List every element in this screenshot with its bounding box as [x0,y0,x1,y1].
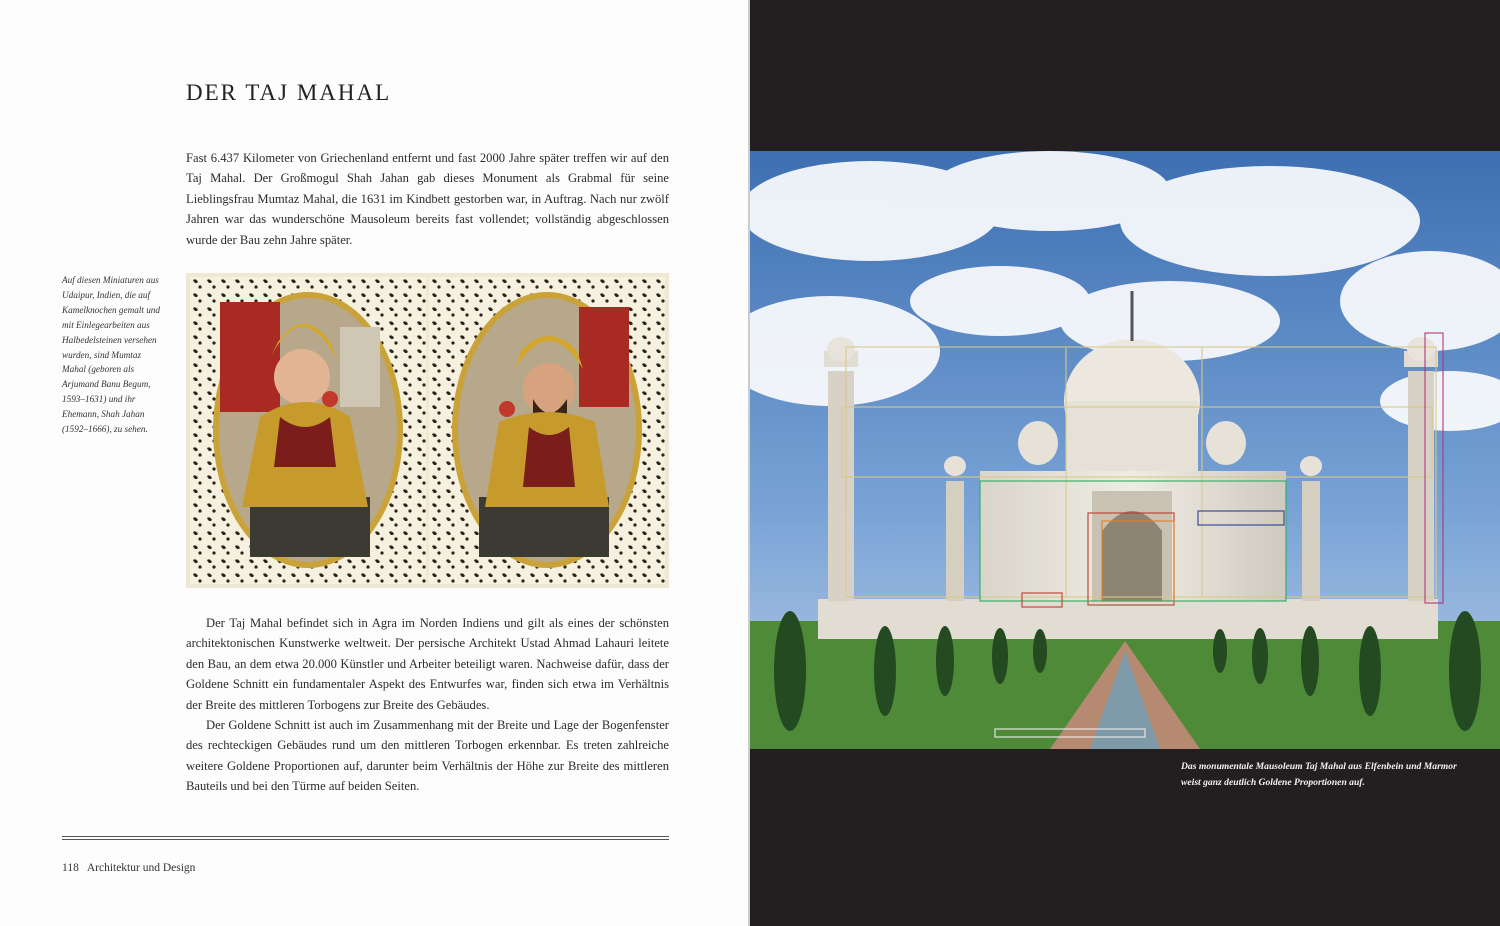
mumtaz-mahal-miniature [190,277,426,584]
body-paragraph-3: Der Goldene Schnitt ist auch im Zusammenhang mit der Breite und Lage der Bogenfenster des rechteckigen Gebäudes rund um den mittleren Torbogen erkennbar. Es treten zahlreiche weitere Goldene Proportionen auf, darunter beim Verhältnis der Höhe zur Breite des mittleren Bauteils und bei den Türme auf beiden Seiten. [186,718,669,794]
body-paragraph-2: Der Taj Mahal befindet sich in Agra im Norden Indiens und gilt als eines der schönsten architektonischen Kunstwerke weltweit. Der persische Architekt Ustad Ahmad Lahauri leitete den Bau, an dem etwa 20.000 Künstler und Arbeiter beteiligt waren. Nachweise dafür, dass der Goldene Schnitt ein fundamentaler Aspekt des Entwurfes war, finden sich etwa im Verhältnis der Breite des mittleren Torbogens zur Breite des Gebäudes. [186,616,669,712]
mumtaz-mahal-portrait-illustration [190,277,426,584]
chapter-title: DER TAJ MAHAL [186,80,392,105]
shah-jahan-miniature [429,277,665,584]
shah-jahan-portrait-illustration [429,277,665,584]
section-name: Architektur und Design [86,862,196,874]
photo-caption: Das monumentale Mausoleum Taj Mahal aus Elfenbein und Marmor weist ganz deutlich Goldene Proportionen auf. [1181,761,1457,788]
miniature-paintings-image [186,273,669,588]
taj-mahal-photo [750,151,1500,749]
footer-rule [62,836,669,842]
page-footer [62,862,203,874]
taj-mahal-golden-ratio-illustration [750,151,1500,749]
intro-paragraph: Fast 6.437 Kilometer von Griechenland entfernt und fast 2000 Jahre später treffen wir auf den Taj Mahal. Der Großmogul Shah Jahan gab dieses Monument als Grabmal für seine Lieblingsfrau Mumtaz Mahal, die 1631 im Kindbett gestorben war, in Auftrag. Nach nur zwölf Jahren war das wunderschöne Mausoleum bereits fast vollendet; vollständig abgeschlossen wurde der Bau zehn Jahre später. [186,151,669,247]
page-number: 118 [62,862,79,874]
miniature-caption: Auf diesen Miniaturen aus Udaipur, Indien, die auf Kamelknochen gemalt und mit Einlegearbeiten aus Halbedelsteinen versehen wurden, sind Mumtaz Mahal (geboren als Arjumand Banu Begum, 1593–1631) und ihr Ehemann, Shah Jahan (1592–1666), zu sehen. [62,275,160,435]
